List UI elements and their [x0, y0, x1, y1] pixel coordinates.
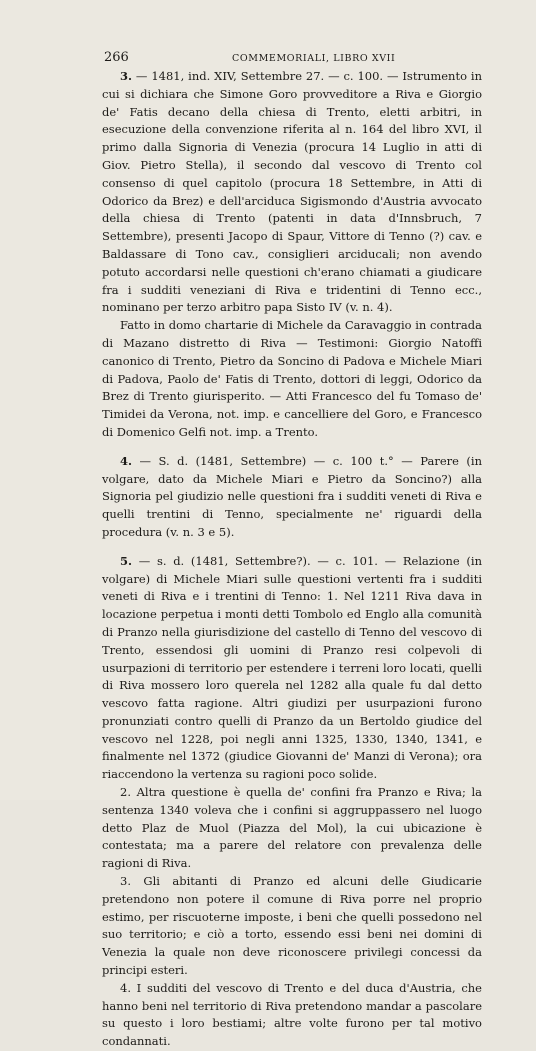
- entry-3-paragraph-1: [102, 68, 482, 317]
- entry-text: 3. Gli abitanti di Pranzo ed alcuni delle Giudicarie pretendono non potere il comune di Riva porre nel proprio estimo, per riscuoterne imposte, i beni che quelli possedono nel suo territorio; e ciò a torto, essendo essi beni nei domini di Venezia la quale non deve riconoscere privilegi concessi da principi esteri.: [102, 874, 482, 978]
- page-number: 266: [104, 50, 129, 65]
- entry-text: — 1481, ind. XIV, Settembre 27. — c. 100. — Istrumento in cui si dichiara che Simone Goro provveditore a Riva e Giorgio de' Fatis decano della chiesa di Trento, eletti arbitri, in esecuzione della convenzione riferita al n. 164 del libro XVI, il primo dalla Signoria di Venezia (procura 14 Luglio in atti di Giov. Pietro Stella), il secondo dal vescovo di Trento col consenso di quel capitolo (procura 18 Settembre, in Atti di Odorico da Brez) e dell'arciduca Sigismondo d'Austria avvocato della chiesa di Trento (patenti in data d'Innsbruch, 7 Settembre), presenti Jacopo di Spaur, Vittore di Tenno (?) cav. e Baldassare di Tono cav., consiglieri arciducali; non avendo potuto accordarsi nelle questioni ch'erano chiamati a giudicare fra i sudditi veneziani di Riva e tridentini di Tenno ecc., nominano per terzo arbitro papa Sisto IV (v. n. 4).: [102, 69, 482, 315]
- running-head: COMMEMORIALI, LIBRO XVII: [232, 53, 396, 64]
- entry-5-paragraph-4: [102, 980, 482, 1051]
- entry-number: 4.: [120, 453, 133, 468]
- entry-5-paragraph-3: [102, 873, 482, 980]
- entry-5-paragraph-2: [102, 784, 482, 873]
- entry-5-paragraph-1: [102, 553, 482, 784]
- entry-text: — S. d. (1481, Settembre) — c. 100 t.° — Parere (in volgare, dato da Michele Miari e Pietro da Soncino?) alla Signoria pel giudizio nelle questioni fra i sudditi veneti di Riva e quelli trentini di Tenno, specialmente ne' riguardi della procedura (v. n. 3 e 5).: [102, 453, 482, 539]
- entry-number: 5.: [120, 553, 133, 568]
- entry-3-paragraph-2: [102, 317, 482, 442]
- entry-text: 2. Altra questione è quella de' confini fra Pranzo e Riva; la sentenza 1340 voleva che i confini si aggruppassero nel luogo detto Plaz de Muol (Piazza del Mol), la cui ubicazione è contestata; ma a parere del relatore con prevalenza delle ragioni di Riva.: [102, 785, 482, 871]
- entry-number: 3.: [120, 69, 133, 83]
- entry-4-paragraph-1: [102, 453, 482, 542]
- entry-text: — s. d. (1481, Settembre?). — c. 101. — Relazione (in volgare) di Michele Miari sulle questioni vertenti fra i sudditi veneti di Riva e i trentini di Tenno: 1. Nel 1211 Riva dava in locazione perpetua i monti detti Tombolo ed Englo alla comunità di Pranzo nella giurisdizione del castello di Tenno del vescovo di Trento, essendosi gli uomini di Pranzo resi colpevoli di usurpazioni di territorio per estendere i terreni loro locati, quelli di Riva mossero loro querela nel 1282 alla quale fu dal detto vescovo fatta ragione. Altri giudizi per usurpazioni furono pronunziati contro quelli di Pranzo da un Bertoldo giudice del vescovo nel 1228, poi negli anni 1325, 1330, 1340, 1341, e finalmente nel 1372 (giudice Giovanni de' Manzi di Verona); ora riaccendono la vertenza su ragioni poco solide.: [102, 553, 483, 782]
- entry-text: 4. I sudditi del vescovo di Trento e del duca d'Austria, che hanno beni nel territorio di Riva pretendono mandar a pascolare su questo i loro bestiami; altre volte furono per tal motivo condannati.: [102, 980, 482, 1049]
- page-body: [102, 68, 482, 1051]
- entry-text: Fatto in domo chartarie di Michele da Caravaggio in contrada di Mazano distretto di Riva — Testimoni: Giorgio Natoffi canonico di Trento, Pietro da Soncino di Padova e Michele Miari di Padova, Paolo de' Fatis di Trento, dottori di leggi, Odorico da Brez di Trento giurisperito. — Atti Francesco del fu Tomaso de' Timidei da Verona, not. imp. e cancelliere del Goro, e Francesco di Domenico Gelfi not. imp. a Trento.: [102, 318, 482, 439]
